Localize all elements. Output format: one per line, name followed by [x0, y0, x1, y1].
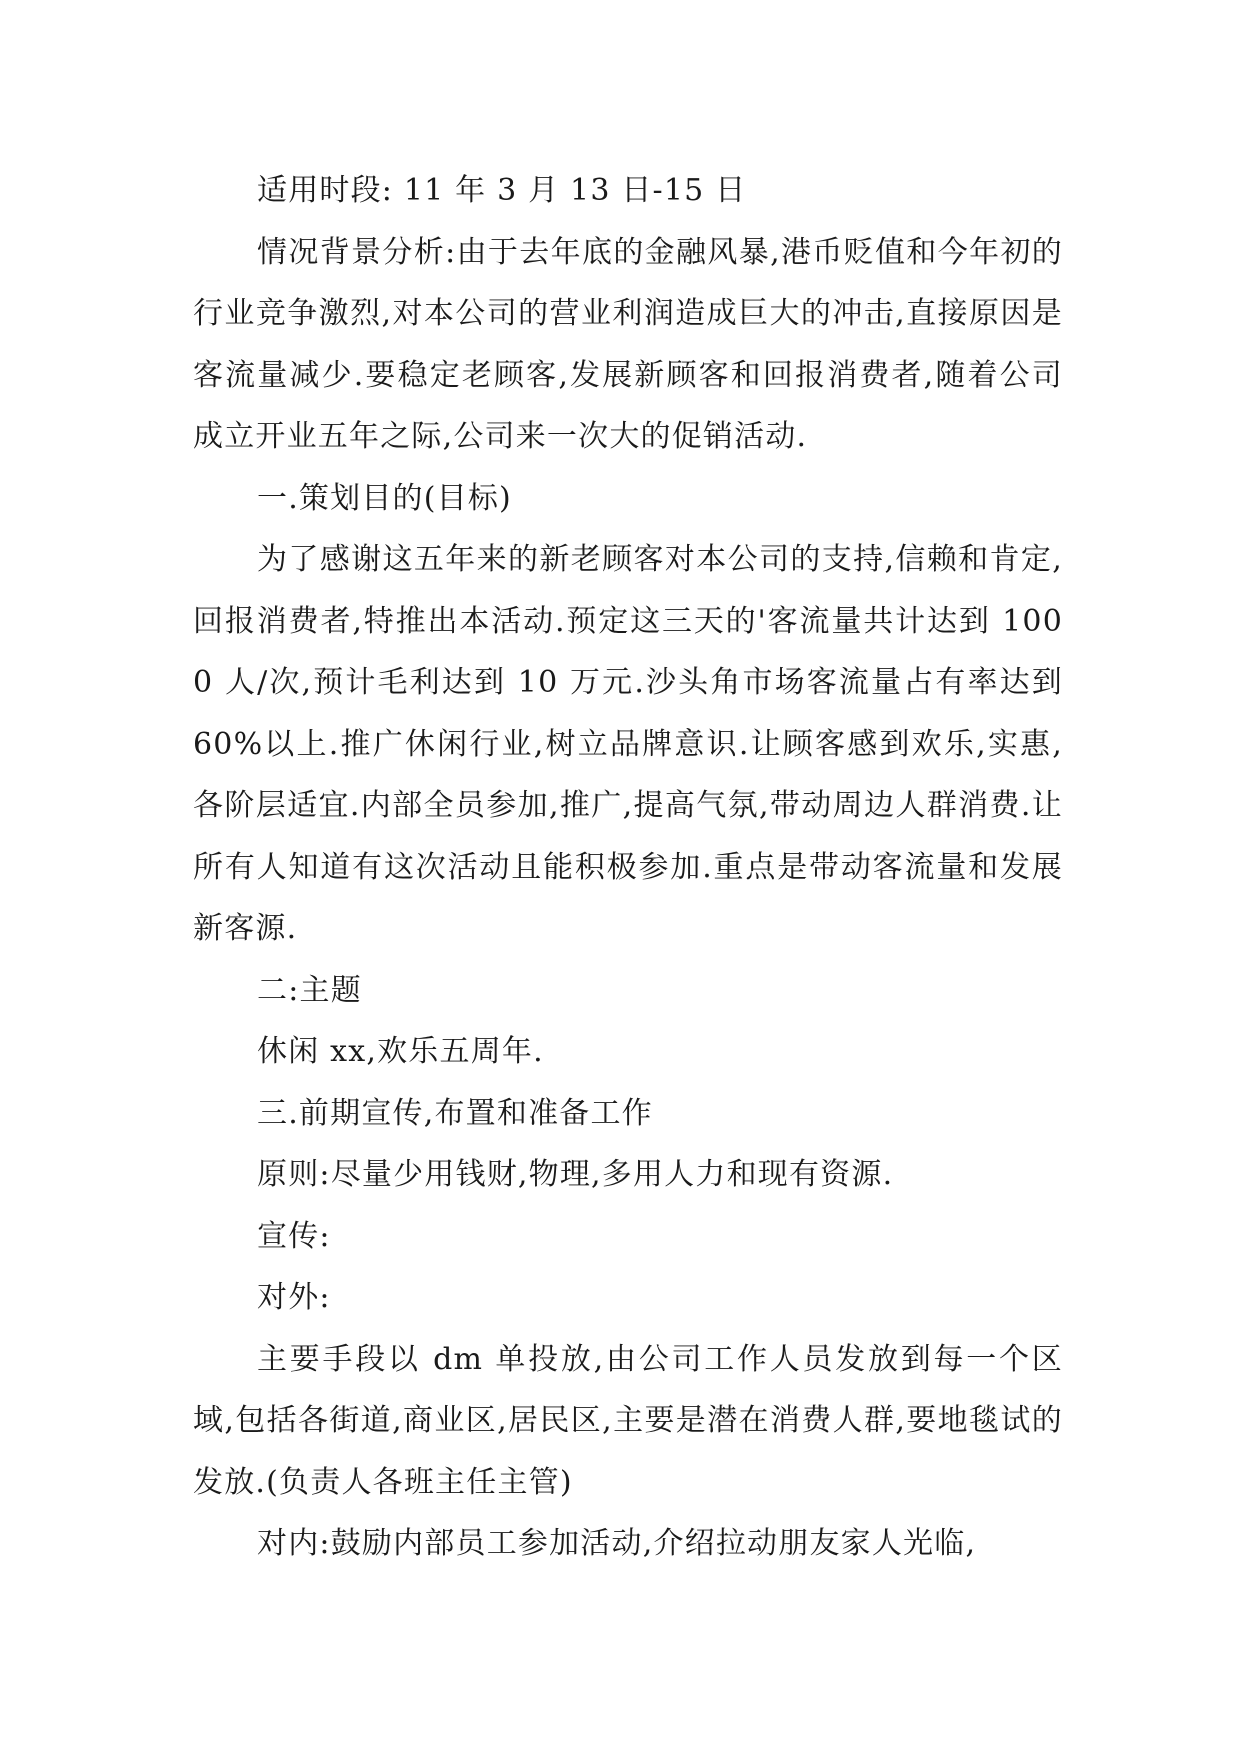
heading-preparation: 三.前期宣传,布置和准备工作 — [257, 1095, 653, 1131]
paragraph-objective-detail: 为了感谢这五年来的新老顾客对本公司的支持,信赖和肯定,回报消费者,特推出本活动.预定这三天的'客流量共计达到 1000 人/次,预计毛利达到 10 万元.沙头角市场客流量占有率达到 60%以上.推广休闲行业,树立品牌意识.让顾客感到欢乐,实惠,各阶层适宜.内部全员参加,推广,提高气氛,带动周边人群消费.让所有人知道有这次活动且能积极参加.重点是带动客流量和发展新客源. — [193, 542, 1063, 946]
paragraph-principle: 原则:尽量少用钱财,物理,多用人力和现有资源. — [257, 1157, 894, 1192]
document-body — [193, 160, 1063, 1575]
paragraph-internal: 对内:鼓励内部员工参加活动,介绍拉动朋友家人光临, — [257, 1526, 977, 1561]
paragraph-external-detail: 主要手段以 dm 单投放,由公司工作人员发放到每一个区域,包括各街道,商业区,居民区,主要是潜在消费人群,要地毯试的发放.(负责人各班主任主管) — [193, 1341, 1063, 1500]
paragraph-background-analysis: 情况背景分析:由于去年底的金融风暴,港币贬值和今年初的行业竞争激烈,对本公司的营业利润造成巨大的冲击,直接原因是客流量减少.要稳定老顾客,发展新顾客和回报消费者,随着公司成立开业五年之际,公司来一次大的促销活动. — [193, 234, 1063, 454]
heading-planning-objective: 一.策划目的(目标) — [257, 480, 512, 516]
paragraph-applicable-period: 适用时段: 11 年 3 月 13 日-15 日 — [257, 173, 747, 208]
paragraph-theme: 休闲 xx,欢乐五周年. — [257, 1034, 544, 1069]
heading-theme: 二:主题 — [257, 972, 362, 1008]
paragraph-external: 对外: — [257, 1280, 331, 1315]
paragraph-promotion: 宣传: — [257, 1218, 331, 1254]
